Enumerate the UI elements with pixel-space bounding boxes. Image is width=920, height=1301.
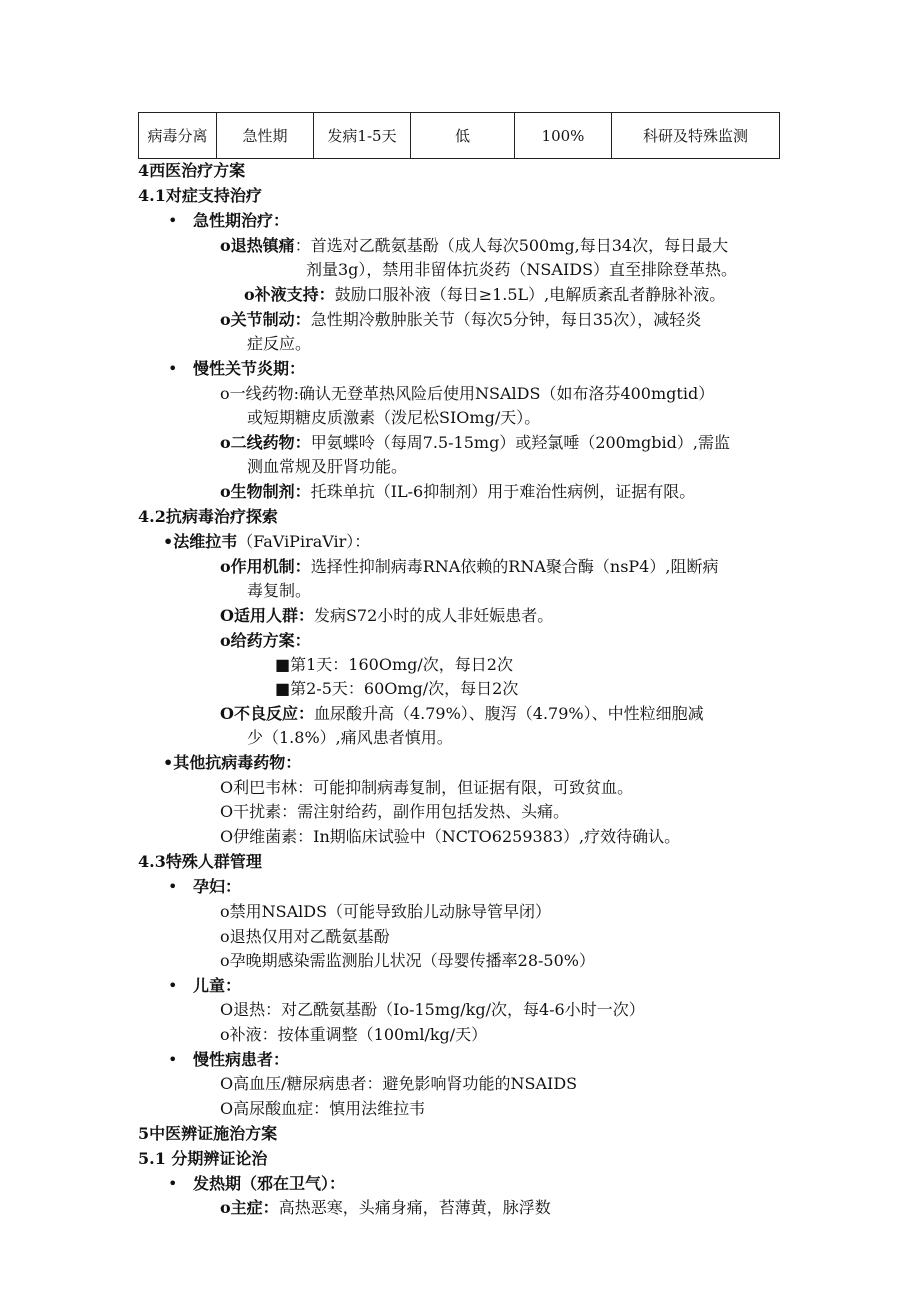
bullet-icon: • (168, 1174, 178, 1193)
list-item-continuation: 剂量3g），禁用非留体抗炎药（NSAIDS）直至排除登革热。 (306, 260, 738, 279)
square-bullet-icon: ■ (275, 655, 291, 674)
item-label: o二线药物： (220, 433, 311, 452)
table-cell: 急性期 (217, 113, 314, 159)
list-item: o禁用NSAlDS（可能导致胎儿动脉导管早闭） (220, 902, 552, 921)
item-text: ：首选对乙酰氨基酚（成人每次500mg,每日34次，每日最大 (294, 236, 729, 255)
item-text: 高热恶寒，头痛身痛，苔薄黄，脉浮数 (278, 1198, 551, 1217)
list-item (220, 605, 553, 627)
section-4-3-heading: 4.3特殊人群管理 (138, 852, 262, 871)
children-heading: 儿童： (193, 976, 242, 995)
item-text: 鼓励口服补液（每日≥1.5L）,电解质紊乱者静脉补液。 (334, 285, 726, 304)
table-row (139, 113, 780, 159)
item-label: o生物制剂： (220, 482, 311, 501)
heading-text: •法维拉韦 (163, 532, 238, 551)
item-label: o关节制动： (220, 310, 311, 329)
section-4-heading: 4西医治疗方案 (138, 161, 246, 180)
list-item-continuation: 或短期糖皮质激素（泼尼松SIOmg/天）。 (247, 408, 541, 427)
fever-phase-heading: 发热期（邪在卫气）： (193, 1174, 346, 1193)
list-item (220, 1197, 551, 1219)
favipiravir-heading (163, 531, 370, 553)
list-item (244, 284, 725, 306)
item-text: 血尿酸升高（4.79%）、腹泻（4.79%）、中性粒细胞减 (313, 704, 704, 723)
dose-text: 第2-5天：60Omg/次，每日2次 (290, 679, 519, 698)
list-item: o退热仅用对乙酰氨基酚 (220, 927, 390, 946)
list-item-continuation: 少（1.8%）,痛风患者慎用。 (247, 728, 453, 747)
acute-phase-heading: 急性期治疗： (193, 211, 290, 230)
list-item (220, 481, 695, 503)
table-cell: 发病1-5天 (314, 113, 411, 159)
item-label: o给药方案： (220, 631, 311, 650)
item-label: o主症： (220, 1198, 279, 1217)
list-item: O退热：对乙酰氨基酚（Io-15mg/kg/次，每4-6小时一次） (220, 1000, 645, 1019)
item-label: O适用人群： (220, 606, 314, 625)
bullet-icon: • (168, 211, 178, 230)
item-text: 托珠单抗（IL-6抑制剂）用于难治性病例，证据有限。 (310, 482, 696, 501)
list-item-continuation: 毒复制。 (247, 581, 312, 600)
item-label: o作用机制： (220, 557, 311, 576)
section-5-heading: 5中医辨证施治方案 (138, 1124, 278, 1143)
bullet-icon: • (168, 976, 178, 995)
bullet-icon: • (168, 1050, 178, 1069)
list-item: O高尿酸血症：慎用法维拉韦 (220, 1099, 426, 1118)
table-cell: 病毒分离 (139, 113, 217, 159)
bullet-icon: • (168, 359, 178, 378)
dose-item (275, 678, 518, 700)
bullet-icon: • (168, 877, 178, 896)
virus-isolation-table (138, 112, 780, 159)
item-text: 选择性抑制病毒RNA依赖的RNA聚合酶（nsP4）,阻断病 (310, 557, 719, 576)
dose-text: 第1天：160Omg/次，每日2次 (290, 655, 513, 674)
section-5-1-heading: 5.1 分期辨证论治 (138, 1149, 268, 1168)
list-item (220, 309, 701, 331)
list-item: O高血压/糖尿病患者：避免影响肾功能的NSAIDS (220, 1074, 578, 1093)
item-text: 急性期冷敷肿胀关节（每次5分钟，每日35次），减轻炎 (310, 310, 702, 329)
table-cell: 低 (411, 113, 515, 159)
chronic-patients-heading: 慢性病患者： (193, 1050, 290, 1069)
list-item: O利巴韦林：可能抑制病毒复制，但证据有限，可致贫血。 (220, 778, 634, 797)
item-label: o补液支持： (244, 285, 335, 304)
list-item: o孕晚期感染需监测胎儿状况（母婴传播率28-50%） (220, 951, 595, 970)
table-cell: 科研及特殊监测 (612, 113, 780, 159)
list-item: O干扰素：需注射给药，副作用包括发热、头痛。 (220, 802, 570, 821)
list-item: o一线药物:确认无登革热风险后使用NSAlDS（如布洛芬400mgtid） (220, 384, 715, 403)
item-label: O不良反应： (220, 704, 314, 723)
dose-item (275, 654, 513, 676)
item-text: 发病S72小时的成人非妊娠患者。 (313, 606, 554, 625)
list-item-continuation: 测血常规及肝肾功能。 (247, 457, 408, 476)
list-item (220, 235, 728, 257)
list-item-continuation: 症反应。 (247, 334, 312, 353)
heading-latin: （FaViPiraVir）： (237, 532, 371, 551)
list-item (220, 703, 704, 725)
list-item: o补液：按体重调整（100ml/kg/天） (220, 1025, 488, 1044)
item-text: 甲氨蝶呤（每周7.5-15mg）或羟氯唾（200mgbid）,需监 (310, 433, 730, 452)
section-4-2-heading: 4.2抗病毒治疗探索 (138, 507, 278, 526)
section-4-1-heading: 4.1对症支持治疗 (138, 186, 262, 205)
item-label: o退热镇痛 (220, 236, 295, 255)
chronic-phase-heading: 慢性关节炎期： (193, 359, 306, 378)
square-bullet-icon: ■ (275, 679, 291, 698)
table-cell: 100% (515, 113, 612, 159)
other-antivirals-heading: •其他抗病毒药物： (163, 753, 302, 772)
list-item (220, 432, 730, 454)
list-item: O伊维菌素：In期临床试验中（NCTO6259383）,疗效待确认。 (220, 827, 681, 846)
list-item (220, 630, 311, 652)
list-item (220, 556, 718, 578)
pregnant-heading: 孕妇： (193, 877, 242, 896)
